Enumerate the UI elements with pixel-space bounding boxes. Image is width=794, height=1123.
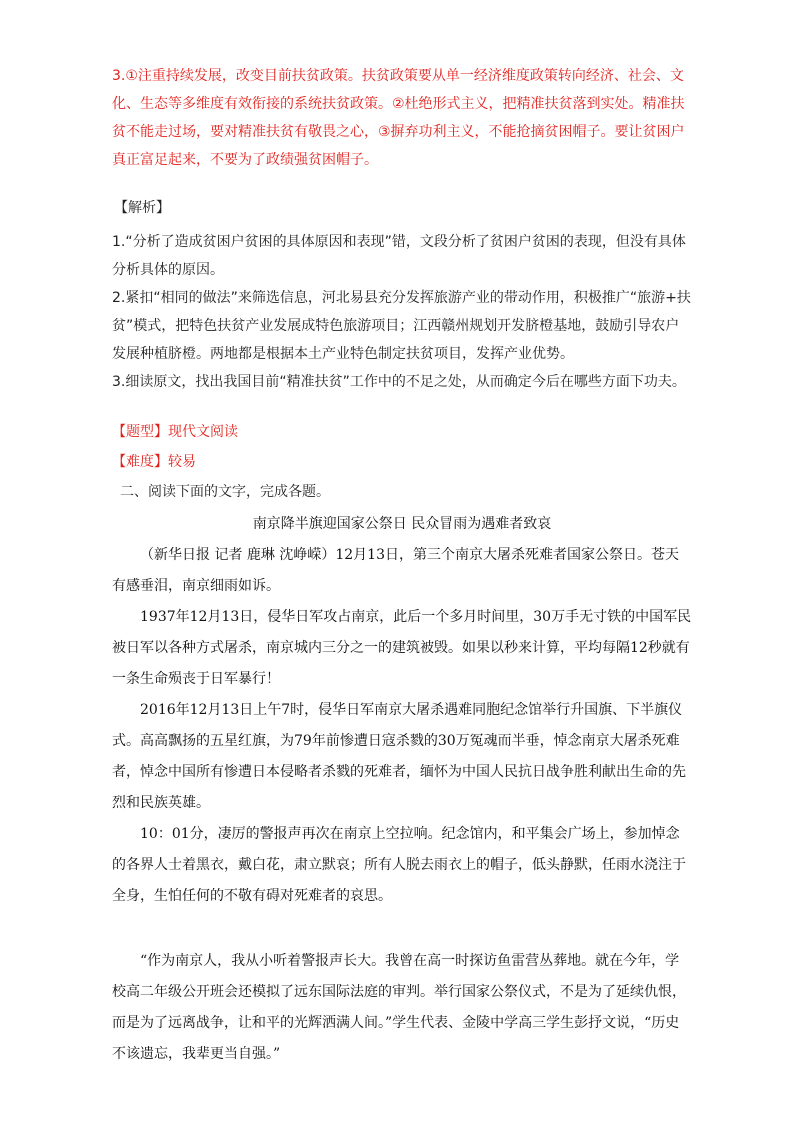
article-body (112, 540, 692, 912)
analysis-item-2: 2.紧扣“相同的做法”来筛选信息，河北易县充分发挥旅游产业的带动作用，积极推广“旅游+扶贫”模式，把特色扶贫产业发展成特色旅游项目；江西赣州规划开发脐橙基地，鼓励引导农户发展种植脐橙。两地都是根据本土产业特色制定扶贫项目，发挥产业优势。 (112, 290, 691, 362)
article-quote (112, 946, 692, 1070)
article-paragraph-4: 10：01分，凄厉的警报声再次在南京上空拉响。纪念馆内，和平集会广场上，参加悼念的各界人士着黑衣，戴白花，肃立默哀；所有人脱去雨衣上的帽子，低头静默，任雨水浇注于全身，生怕任何的不敬有碍对死难者的哀思。 (112, 826, 686, 904)
analysis-list (112, 228, 692, 396)
difficulty-line (112, 450, 196, 474)
answer-text: 3.①注重持续发展，改变目前扶贫政策。扶贫政策要从单一经济维度政策转向经济、社会、文化、生态等多维度有效衔接的系统扶贫政策。②杜绝形式主义，把精准扶贫落到实处。精准扶贫不能走过场，要对精准扶贫有敬畏之心，③摒弃功利主义，不能抢摘贫困帽子。要让贫困户真正富足起来，不要为了政绩强贫困帽子。 (112, 68, 685, 168)
article-paragraph-2: 1937年12月13日，侵华日军攻占南京，此后一个多月时间里，30万手无寸铁的中国军民被日军以各种方式屠杀，南京城内三分之一的建筑被毁。如果以秒来计算，平均每隔12秒就有一条生命殒丧于日军暴行！ (112, 609, 692, 687)
analysis-heading: 【解析】 (114, 200, 170, 216)
article-title: 南京降半旗迎国家公祭日 民众冒雨为遇难者致哀 (252, 516, 552, 532)
difficulty-label: 【难度】 (112, 454, 168, 470)
answer-paragraph (112, 62, 692, 174)
article-paragraph-1: （新华日报 记者 鹿琳 沈峥嵘）12月13日，第三个南京大屠杀死难者国家公祭日。苍天有感垂泪，南京细雨如诉。 (112, 547, 679, 594)
question-type-value: 现代文阅读 (168, 424, 238, 440)
question-type-line (112, 420, 238, 444)
article-paragraph-5: “作为南京人，我从小听着警报声长大。我曾在高一时探访鱼雷营丛葬地。就在今年，学校高二年级公开班会还模拟了远东国际法庭的审判。举行国家公祭仪式，不是为了延续仇恨，而是为了远离战争，让和平的光辉洒满人间。”学生代表、金陵中学高三学生彭抒文说，“历史不该遗忘，我辈更当自强。” (112, 953, 686, 1062)
article-paragraph-3: 2016年12月13日上午7时，侵华日军南京大屠杀遇难同胞纪念馆举行升国旗、下半旗仪式。高高飘扬的五星红旗，为79年前惨遭日寇杀戮的30万冤魂而半垂，悼念南京大屠杀死难者，悼念中国所有惨遭日本侵略者杀戮的死难者，缅怀为中国人民抗日战争胜利献出生命的先烈和民族英雄。 (112, 702, 686, 811)
difficulty-value: 较易 (168, 454, 196, 470)
analysis-item-1: 1.“分析了造成贫困户贫困的具体原因和表现”错，文段分析了贫困户贫困的表现，但没有具体分析具体的原因。 (112, 234, 686, 278)
analysis-item-3: 3.细读原文，找出我国目前“精准扶贫”工作中的不足之处，从而确定今后在哪些方面下功夫。 (112, 374, 686, 390)
section-heading: 二、阅读下面的文字，完成各题。 (120, 484, 330, 500)
question-type-label: 【题型】 (112, 424, 168, 440)
